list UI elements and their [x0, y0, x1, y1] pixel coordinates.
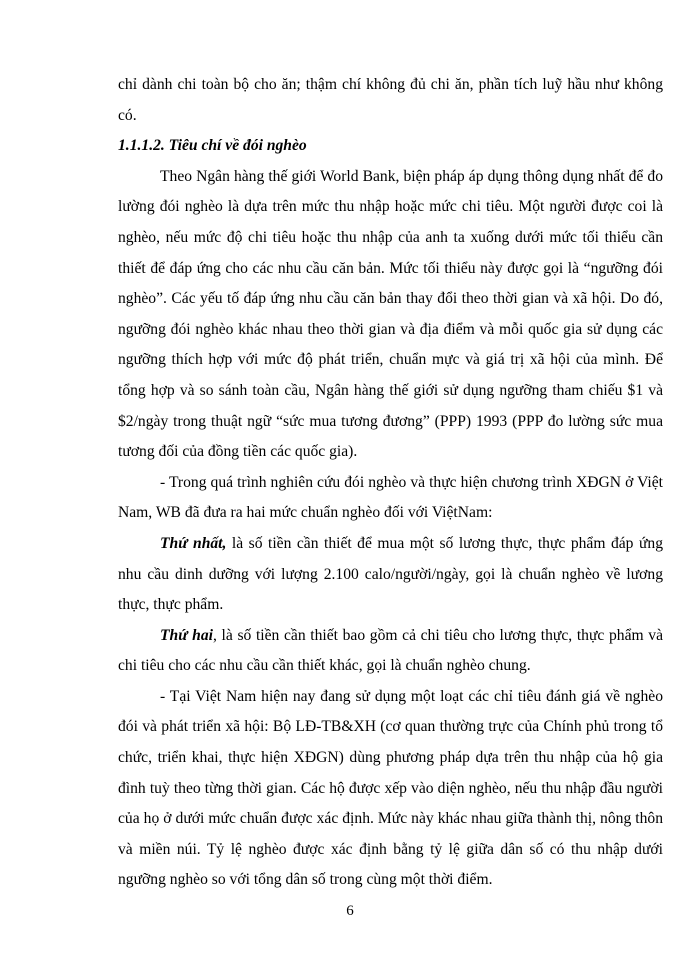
paragraph-continuation: chỉ dành chi toàn bộ cho ăn; thậm chí không đủ chi ăn, phần tích luỹ hầu như không có.	[118, 76, 663, 124]
paragraph-vietnam-indicators: - Tại Việt Nam hiện nay đang sử dụng một loạt các chỉ tiêu đánh giá về nghèo đói và phát triển xã hội: Bộ LĐ-TB&XH (cơ quan thường trực của Chính phủ trong tổ chức, triển khai, thực hiện XĐGN) dùng phương pháp dựa trên thu nhập của hộ gia đình tuỳ theo từng thời gian. Các hộ được xếp vào diện nghèo, nếu thu nhập đầu người của họ ở dưới mức chuẩn được xác định. Mức này khác nhau giữa thành thị, nông thôn và miền núi. Tỷ lệ nghèo được xác định bằng tỷ lệ giữa dân số có thu nhập dưới ngưỡng nghèo so với tổng dân số trong cùng một thời điểm.	[118, 687, 663, 889]
second-standard-lead: Thứ hai	[160, 626, 213, 644]
paragraph-first-standard	[118, 529, 663, 621]
document-body	[118, 70, 663, 896]
paragraph-second-standard	[118, 621, 663, 682]
paragraph-wb-vietnam: - Trong quá trình nghiên cứu đói nghèo và thực hiện chương trình XĐGN ở Việt Nam, WB đã đưa ra hai mức chuẩn nghèo đối với ViệtNam:	[118, 473, 663, 522]
section-heading: 1.1.1.2. Tiêu chí về đói nghèo	[118, 137, 307, 155]
paragraph-world-bank: Theo Ngân hàng thế giới World Bank, biện pháp áp dụng thông dụng nhất để đo lường đói nghèo là dựa trên mức thu nhập hoặc mức chi tiêu. Một người được coi là nghèo, nếu mức độ chi tiêu hoặc thu nhập của anh ta xuống dưới mức tối thiểu cần thiết để đáp ứng cho các nhu cầu căn bản. Mức tối thiểu này được gọi là “ngưỡng đói nghèo”. Các yếu tố đáp ứng nhu cầu căn bản thay đổi theo thời gian và xã hội. Do đó, ngưỡng đói nghèo khác nhau theo thời gian và địa điểm và mỗi quốc gia sử dụng các ngưỡng thích hợp với mức độ phát triển, chuẩn mực và giá trị xã hội của mình. Để tổng hợp và so sánh toàn cầu, Ngân hàng thế giới sử dụng ngưỡng tham chiếu $1 và $2/ngày trong thuật ngữ “sức mua tương đương” (PPP) 1993 (PPP đo lường sức mua tương đối của đồng tiền các quốc gia).	[118, 167, 663, 461]
second-standard-text: , là số tiền cần thiết bao gồm cả chi tiêu cho lương thực, thực phẩm và chi tiêu cho các nhu cầu cần thiết khác, gọi là chuẩn nghèo chung.	[118, 626, 663, 675]
page-number: 6	[346, 903, 354, 919]
first-standard-lead: Thứ nhất,	[160, 534, 227, 552]
first-standard-text: là số tiền cần thiết để mua một số lương thực, thực phẩm đáp ứng nhu cầu dinh dưỡng với lượng 2.100 calo/người/ngày, gọi là chuẩn nghèo về lương thực, thực phẩm.	[118, 534, 663, 614]
